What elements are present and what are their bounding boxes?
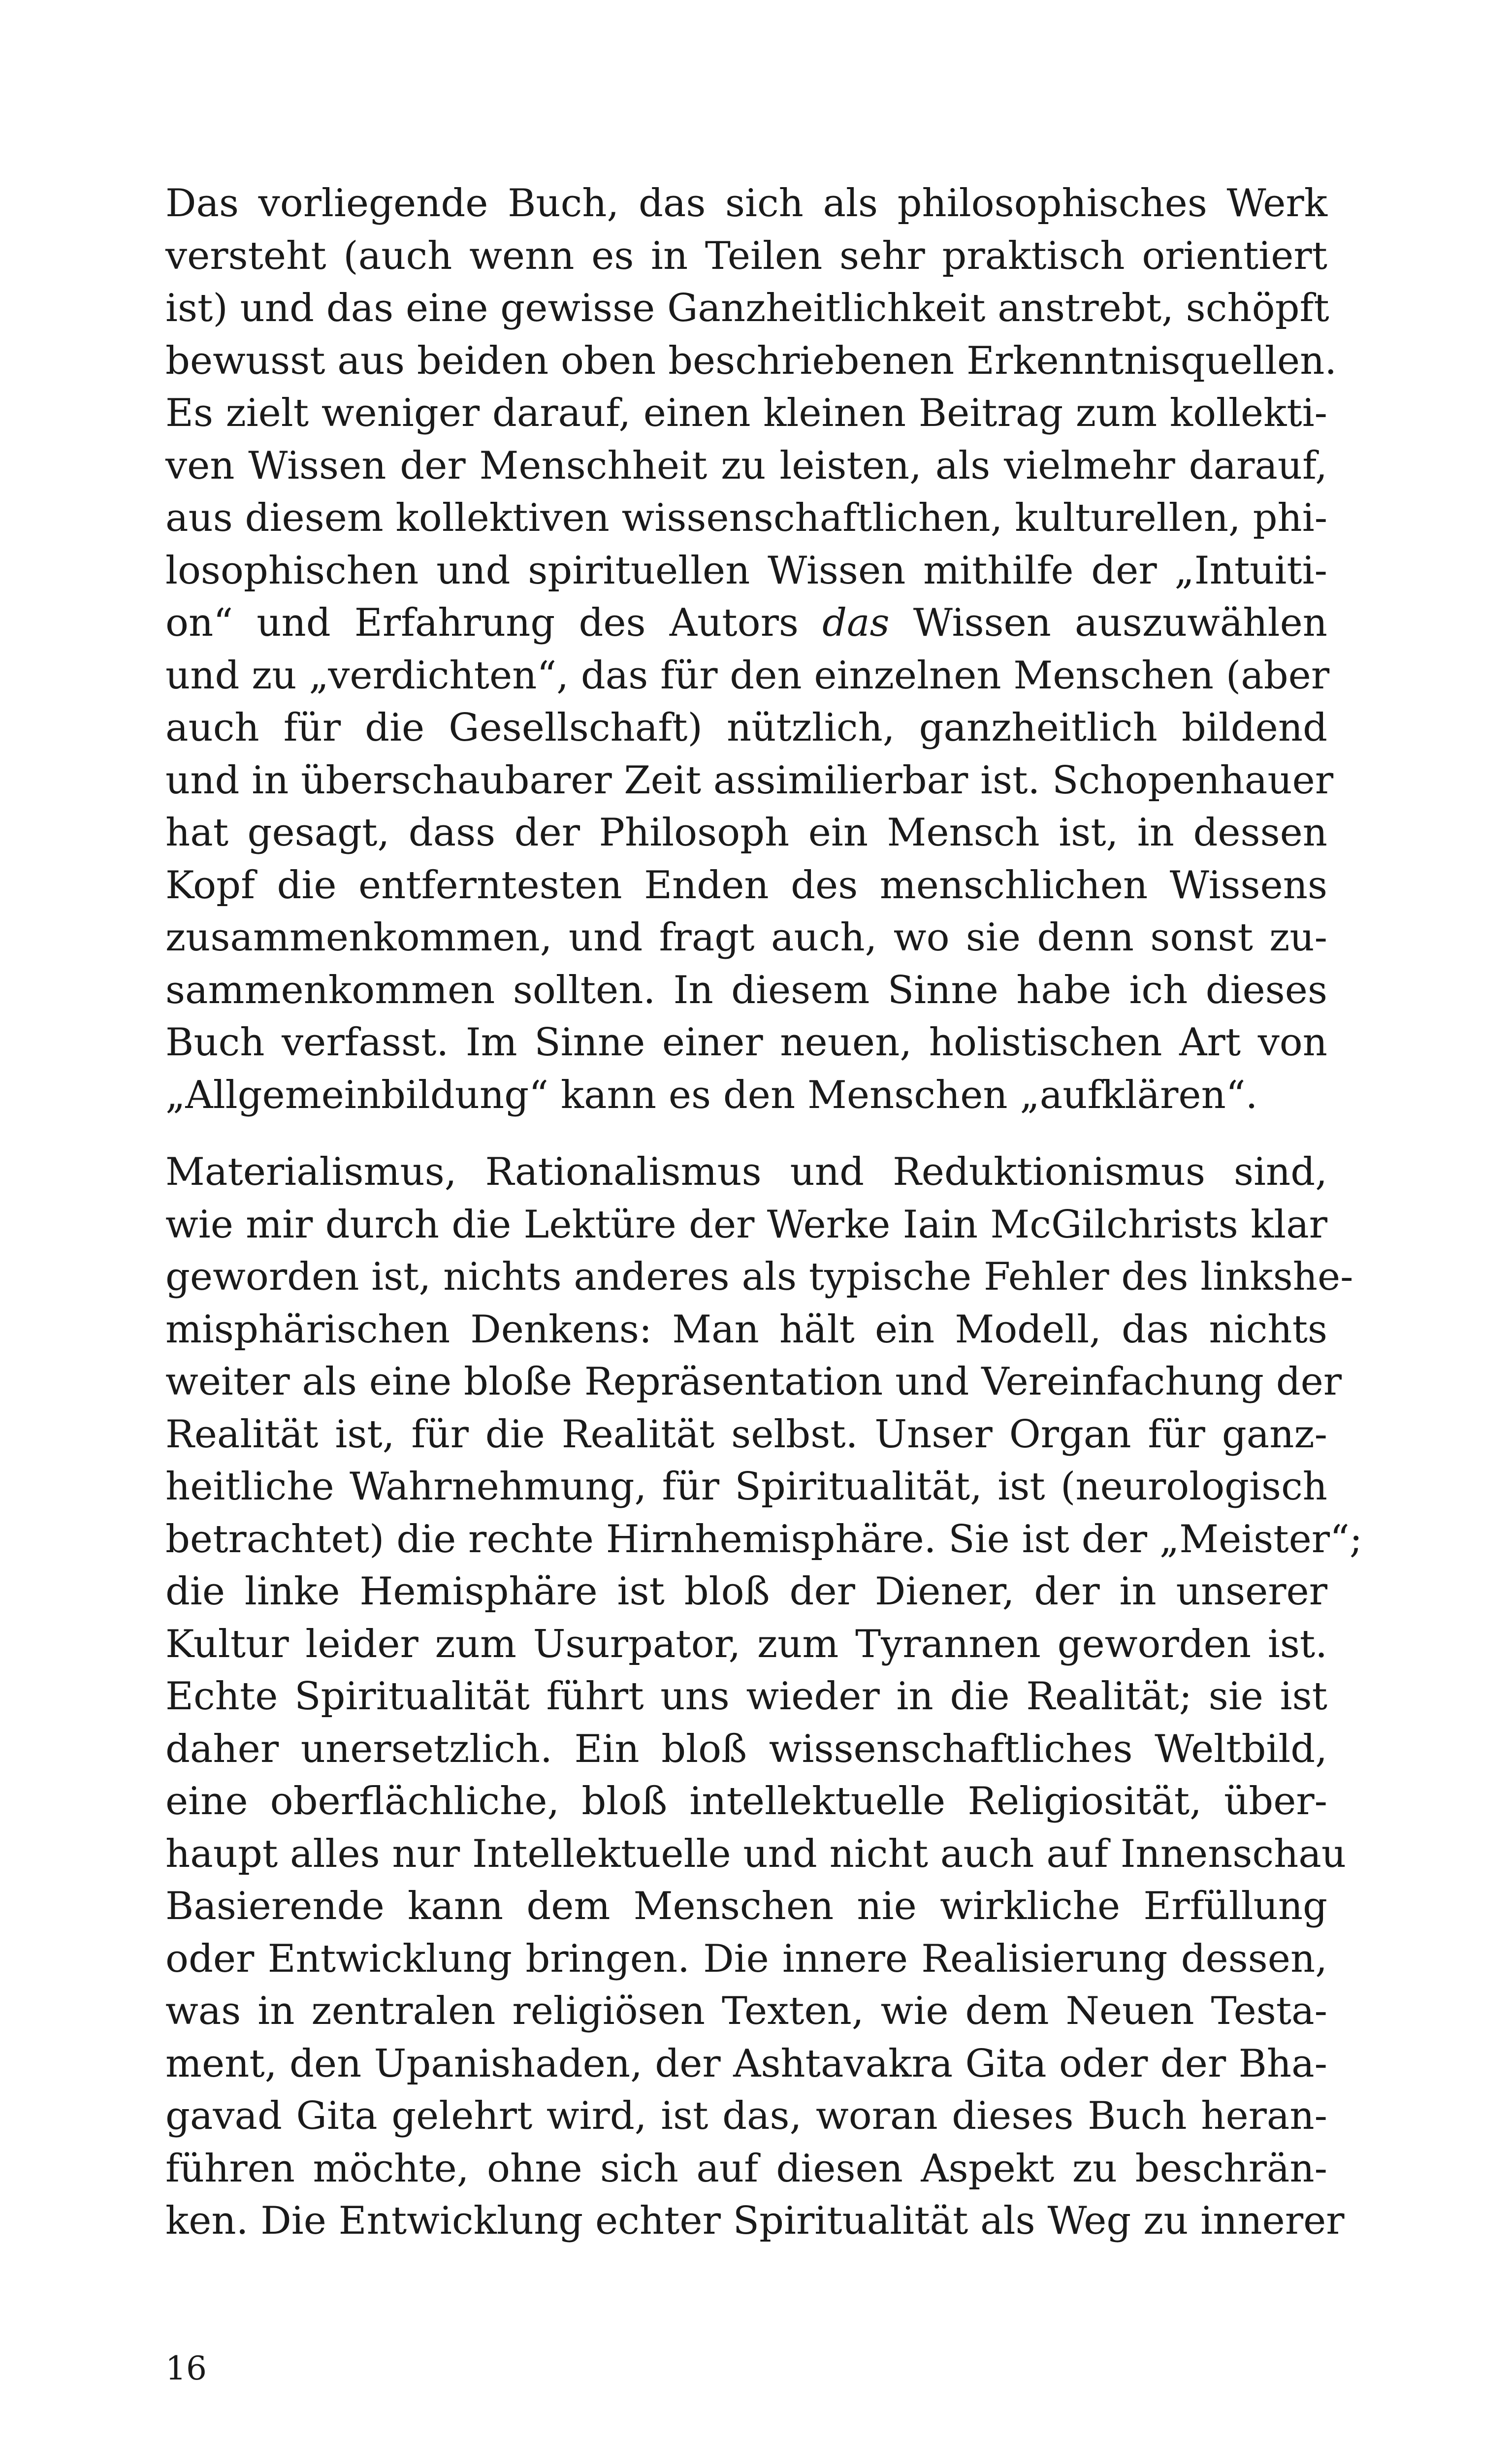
text-line: wie mir durch die Lektüre der Werke Iain McGilchrists klar [165, 1202, 1327, 1247]
text-line: Kultur leider zum Usurpator, zum Tyrannen geworden ist. [165, 1622, 1327, 1666]
text-line: ken. Die Entwicklung echter Spiritualität als Weg zu innerer [165, 2199, 1345, 2243]
text-line: ment, den Upanishaden, der Ashtavakra Gita oder der Bha- [165, 2041, 1327, 2086]
text-line-with-italic [165, 597, 1327, 650]
page-number: 16 [165, 2349, 207, 2387]
page-body [165, 177, 1363, 2248]
text-line: hat gesagt, dass der Philosoph ein Mensch ist, in dessen [165, 811, 1327, 855]
text-line: betrachtet) die rechte Hirnhemisphäre. Sie ist der „Meister“; [165, 1517, 1363, 1562]
text-line: versteht (auch wenn es in Teilen sehr praktisch orientiert [165, 233, 1327, 278]
text-line: Es zielt weniger darauf, einen kleinen Beitrag zum kollekti- [165, 391, 1327, 435]
text-line: daher unersetzlich. Ein bloß wissenschaftliches Weltbild, [165, 1726, 1327, 1771]
text-line: Das vorliegende Buch, das sich als philosophisches Werk [165, 181, 1327, 226]
text-line: führen möchte, ohne sich auf diesen Aspekt zu beschrän- [165, 2146, 1327, 2191]
text-line: weiter als eine bloße Repräsentation und Vereinfachung der [165, 1360, 1342, 1404]
paragraph-2 [165, 1146, 1363, 2248]
text-line: Basierende kann dem Menschen nie wirkliche Erfüllung [165, 1884, 1327, 1928]
text-line: gavad Gita gelehrt wird, ist das, woran dieses Buch heran- [165, 2094, 1327, 2138]
text-line: Kopf die entferntesten Enden des menschlichen Wissens [165, 863, 1327, 908]
text-line: geworden ist, nichts anderes als typische Fehler des linkshe- [165, 1255, 1353, 1299]
text-line: und in überschaubarer Zeit assimilierbar ist. Schopenhauer [165, 758, 1334, 803]
text-line: sammenkommen sollten. In diesem Sinne habe ich dieses [165, 968, 1327, 1012]
text-line: haupt alles nur Intellektuelle und nicht auch auf Innenschau [165, 1831, 1347, 1876]
text-line: „Allgemeinbildung“ kann es den Menschen „aufklären“. [165, 1073, 1258, 1117]
paragraph-gap [165, 1121, 1327, 1146]
text-line: losophischen und spirituellen Wissen mithilfe der „Intuiti- [165, 548, 1327, 593]
text-line: Echte Spiritualität führt uns wieder in die Realität; sie ist [165, 1674, 1327, 1719]
text-line: heitliche Wahrnehmung, für Spiritualität, ist (neurologisch [165, 1465, 1327, 1509]
italic-word: das [822, 601, 890, 645]
text-line: aus diesem kollektiven wissenschaftlichen, kulturellen, phi- [165, 496, 1328, 540]
text-line: Buch verfasst. Im Sinne einer neuen, holistischen Art von [165, 1020, 1327, 1065]
text-line: zusammenkommen, und fragt auch, wo sie denn sonst zu- [165, 915, 1327, 960]
text-line: ist) und das eine gewisse Ganzheitlichkeit anstrebt, schöpft [165, 286, 1329, 330]
text-line: misphärischen Denkens: Man hält ein Modell, das nichts [165, 1307, 1327, 1352]
text-line: bewusst aus beiden oben beschriebenen Erkenntnisquellen. [165, 338, 1337, 383]
text-segment: Wissen auszuwählen [889, 601, 1327, 645]
text-line: ven Wissen der Menschheit zu leisten, als vielmehr darauf, [165, 443, 1327, 488]
text-line: eine oberflächliche, bloß intellektuelle Religiosität, über- [165, 1779, 1327, 1824]
text-segment: on“ und Erfahrung des Autors [165, 601, 823, 645]
paragraph-1 [165, 177, 1337, 1121]
text-line: und zu „verdichten“, das für den einzelnen Menschen (aber [165, 653, 1330, 698]
text-line: oder Entwicklung bringen. Die innere Realisierung dessen, [165, 1936, 1327, 1981]
text-line: auch für die Gesellschaft) nützlich, ganzheitlich bildend [165, 706, 1327, 750]
text-line: Realität ist, für die Realität selbst. Unser Organ für ganz- [165, 1412, 1327, 1457]
text-line: Materialismus, Rationalismus und Reduktionismus sind, [165, 1150, 1327, 1194]
text-line: was in zentralen religiösen Texten, wie dem Neuen Testa- [165, 1989, 1327, 2033]
text-line: die linke Hemisphäre ist bloß der Diener, der in unserer [165, 1569, 1327, 1614]
